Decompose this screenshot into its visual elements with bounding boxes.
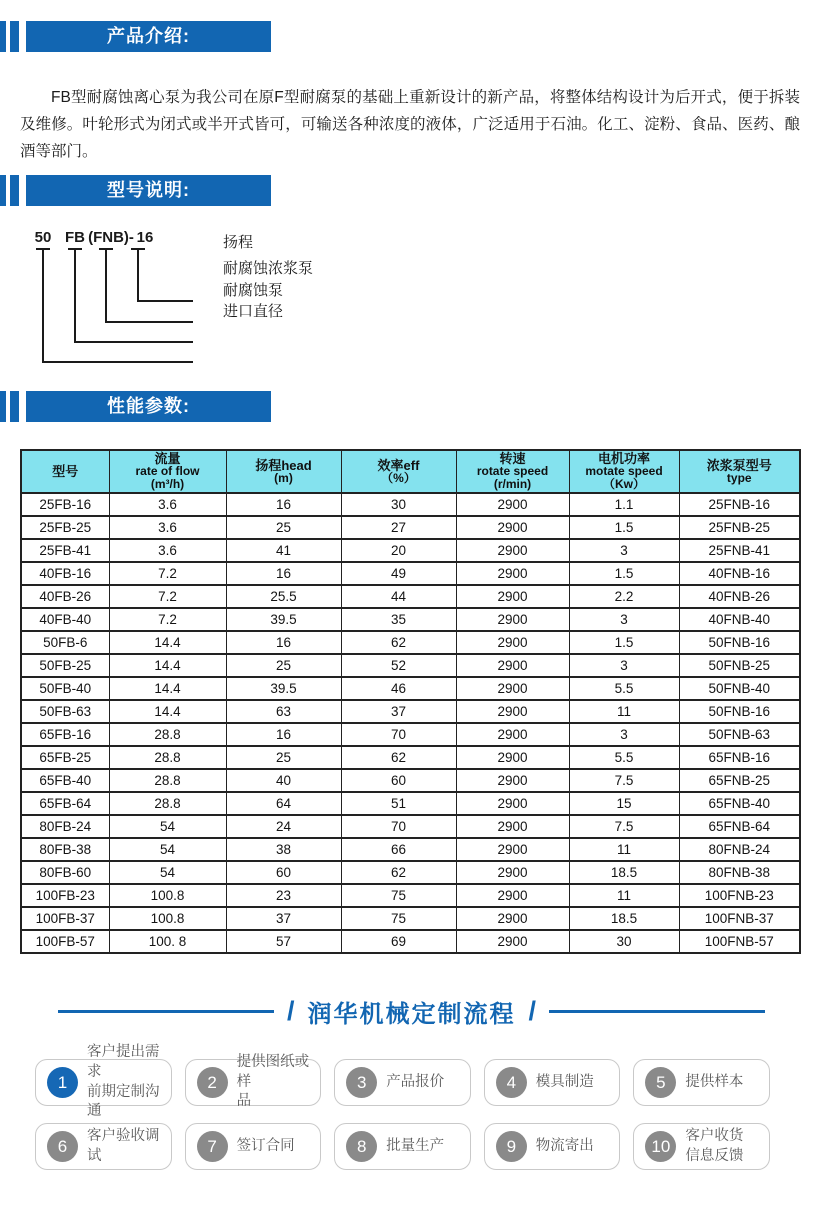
step-label: 客户验收调试 (87, 1127, 160, 1164)
table-cell: 80FNB-24 (679, 838, 800, 861)
col-header-2: 流量 rate of flow (m³/h) (109, 450, 226, 493)
table-cell: 70 (341, 723, 456, 746)
table-cell: 1.5 (569, 516, 679, 539)
table-cell: 16 (226, 723, 341, 746)
accent-bar (10, 21, 19, 52)
section-header-model (0, 175, 820, 206)
table-cell: 2900 (456, 815, 569, 838)
process-steps (35, 1044, 770, 1170)
section-title-params: 性能参数: (26, 391, 271, 422)
section-title-intro: 产品介绍: (26, 21, 271, 52)
table-row (21, 677, 800, 700)
table-cell: 25 (226, 654, 341, 677)
table-cell: 65FB-64 (21, 792, 109, 815)
table-cell: 80FNB-38 (679, 861, 800, 884)
table-cell: 100.8 (109, 907, 226, 930)
divider-line (58, 1010, 274, 1013)
table-cell: 2900 (456, 838, 569, 861)
table-cell: 1.5 (569, 631, 679, 654)
table-cell: 14.4 (109, 677, 226, 700)
table-cell: 100FB-37 (21, 907, 109, 930)
accent-bar (10, 175, 19, 206)
table-cell: 50FNB-40 (679, 677, 800, 700)
table-cell: 25 (226, 516, 341, 539)
table-cell: 80FB-60 (21, 861, 109, 884)
table-cell: 66 (341, 838, 456, 861)
table-cell: 5.5 (569, 677, 679, 700)
table-row (21, 930, 800, 953)
table-cell: 65FB-16 (21, 723, 109, 746)
table-cell: 28.8 (109, 723, 226, 746)
table-cell: 25FB-16 (21, 493, 109, 516)
table-row (21, 861, 800, 884)
diagram-line-inlet (36, 249, 193, 362)
table-cell: 100FNB-37 (679, 907, 800, 930)
table-cell: 30 (569, 930, 679, 953)
model-code-part: 16 (136, 229, 154, 246)
table-cell: 62 (341, 861, 456, 884)
col-header-6: 电机功率 motate speed （Kw） (569, 450, 679, 493)
step-number-badge: 3 (346, 1067, 377, 1098)
col-header-7: 浓浆泵型号 type (679, 450, 800, 493)
table-cell: 2900 (456, 723, 569, 746)
table-cell: 51 (341, 792, 456, 815)
divider-line (549, 1010, 765, 1013)
table-cell: 40FNB-40 (679, 608, 800, 631)
table-cell: 63 (226, 700, 341, 723)
table-cell: 3 (569, 539, 679, 562)
table-cell: 40FB-26 (21, 585, 109, 608)
process-step-8 (334, 1123, 471, 1170)
table-cell: 3.6 (109, 493, 226, 516)
diagram-line-head (131, 249, 193, 301)
page (0, 21, 820, 1170)
table-cell: 2900 (456, 539, 569, 562)
table-cell: 100FB-23 (21, 884, 109, 907)
table-cell: 50FNB-63 (679, 723, 800, 746)
table-row (21, 493, 800, 516)
col-header-4: 效率eff （%） (341, 450, 456, 493)
table-cell: 2900 (456, 700, 569, 723)
table-cell: 50FNB-16 (679, 700, 800, 723)
table-cell: 100FB-57 (21, 930, 109, 953)
process-step-4 (484, 1059, 621, 1106)
col-header-3: 扬程head (m) (226, 450, 341, 493)
table-cell: 3 (569, 608, 679, 631)
table-cell: 70 (341, 815, 456, 838)
process-step-1 (35, 1044, 172, 1120)
table-cell: 25FB-41 (21, 539, 109, 562)
table-cell: 14.4 (109, 654, 226, 677)
table-row (21, 723, 800, 746)
table-cell: 54 (109, 838, 226, 861)
table-cell: 37 (226, 907, 341, 930)
step-number-badge: 2 (197, 1067, 228, 1098)
table-cell: 1.5 (569, 562, 679, 585)
table-row (21, 769, 800, 792)
table-cell: 1.1 (569, 493, 679, 516)
table-cell: 60 (226, 861, 341, 884)
table-cell: 7.2 (109, 562, 226, 585)
step-number-badge: 7 (197, 1131, 228, 1162)
table-cell: 2900 (456, 677, 569, 700)
table-cell: 25FNB-41 (679, 539, 800, 562)
step-number-badge: 10 (645, 1131, 676, 1162)
table-cell: 25 (226, 746, 341, 769)
table-cell: 69 (341, 930, 456, 953)
intro-paragraph: FB型耐腐蚀离心泵为我公司在原F型耐腐泵的基础上重新设计的新产品，将整体结构设计为后开式，便于拆装及维修。叶轮形式为闭式或半开式皆可，可输送各种浓度的液体，广泛适用于石油。化工、淀粉、食品、医药、酿酒等部门。 (20, 89, 800, 160)
step-label: 产品报价 (386, 1073, 445, 1090)
table-cell: 2900 (456, 516, 569, 539)
table-cell: 100FNB-23 (679, 884, 800, 907)
table-cell: 2900 (456, 493, 569, 516)
table-cell: 100FNB-57 (679, 930, 800, 953)
table-cell: 64 (226, 792, 341, 815)
step-number-badge: 1 (47, 1067, 78, 1098)
step-number-badge: 6 (47, 1131, 78, 1162)
table-cell: 30 (341, 493, 456, 516)
step-label: 提供样本 (685, 1073, 744, 1090)
table-cell: 54 (109, 861, 226, 884)
process-step-6 (35, 1123, 172, 1170)
table-cell: 7.2 (109, 585, 226, 608)
table-row (21, 884, 800, 907)
table-row (21, 907, 800, 930)
process-title-row (58, 994, 765, 1029)
model-code-part: (FNB)- (88, 229, 134, 246)
table-cell: 65FB-25 (21, 746, 109, 769)
process-step-7 (185, 1123, 322, 1170)
table-cell: 2900 (456, 654, 569, 677)
table-cell: 50FNB-25 (679, 654, 800, 677)
table-row (21, 539, 800, 562)
table-cell: 50FNB-16 (679, 631, 800, 654)
table-row (21, 654, 800, 677)
table-cell: 50FB-40 (21, 677, 109, 700)
table-cell: 40 (226, 769, 341, 792)
table-cell: 100. 8 (109, 930, 226, 953)
model-label-corrosion-pump: 耐腐蚀泵 (223, 282, 284, 299)
table-row (21, 700, 800, 723)
table-cell: 16 (226, 562, 341, 585)
table-cell: 41 (226, 539, 341, 562)
table-cell: 2900 (456, 769, 569, 792)
table-cell: 2900 (456, 585, 569, 608)
table-cell: 2900 (456, 631, 569, 654)
table-row (21, 631, 800, 654)
table-cell: 65FNB-16 (679, 746, 800, 769)
table-cell: 40FNB-26 (679, 585, 800, 608)
section-header-params (0, 391, 820, 422)
accent-bar (10, 391, 19, 422)
table-row (21, 585, 800, 608)
table-row (21, 608, 800, 631)
table-cell: 7.5 (569, 769, 679, 792)
process-step-2 (185, 1054, 322, 1110)
slash-decoration: / (286, 996, 295, 1026)
table-cell: 20 (341, 539, 456, 562)
table-cell: 50FB-6 (21, 631, 109, 654)
table-cell: 3 (569, 654, 679, 677)
table-cell: 28.8 (109, 792, 226, 815)
table-cell: 65FNB-40 (679, 792, 800, 815)
table-cell: 14.4 (109, 631, 226, 654)
table-cell: 27 (341, 516, 456, 539)
step-number-badge: 8 (346, 1131, 377, 1162)
table-cell: 65FNB-25 (679, 769, 800, 792)
table-cell: 3.6 (109, 516, 226, 539)
model-label-slurry-pump: 耐腐蚀浓浆泵 (223, 260, 314, 277)
table-cell: 5.5 (569, 746, 679, 769)
table-cell: 24 (226, 815, 341, 838)
table-cell: 3.6 (109, 539, 226, 562)
table-row (21, 838, 800, 861)
table-cell: 62 (341, 746, 456, 769)
table-cell: 52 (341, 654, 456, 677)
table-cell: 25FNB-16 (679, 493, 800, 516)
table-cell: 11 (569, 838, 679, 861)
table-cell: 40FNB-16 (679, 562, 800, 585)
section-title-model: 型号说明: (26, 175, 271, 206)
table-cell: 57 (226, 930, 341, 953)
table-cell: 16 (226, 631, 341, 654)
process-step-9 (484, 1123, 621, 1170)
table-cell: 75 (341, 884, 456, 907)
process-step-3 (334, 1059, 471, 1106)
slash-decoration: / (528, 996, 537, 1026)
section-header-intro (0, 21, 820, 52)
table-cell: 18.5 (569, 907, 679, 930)
table-row (21, 815, 800, 838)
table-cell: 37 (341, 700, 456, 723)
table-row (21, 792, 800, 815)
model-code-diagram (18, 226, 538, 386)
table-cell: 80FB-38 (21, 838, 109, 861)
table-cell: 80FB-24 (21, 815, 109, 838)
diagram-line-fb (68, 249, 193, 342)
performance-table (20, 449, 801, 954)
table-cell: 16 (226, 493, 341, 516)
step-label: 客户收货 信息反馈 (685, 1127, 744, 1164)
col-header-1: 型号 (21, 450, 109, 493)
step-label: 签订合同 (236, 1137, 295, 1154)
table-cell: 50FB-25 (21, 654, 109, 677)
table-header (21, 450, 800, 493)
table-cell: 2900 (456, 746, 569, 769)
process-title: 润华机械定制流程 (307, 1001, 516, 1028)
table-cell: 7.5 (569, 815, 679, 838)
table-cell: 65FB-40 (21, 769, 109, 792)
model-label-head: 扬程 (223, 234, 254, 251)
model-label-inlet-diameter: 进口直径 (223, 303, 284, 320)
table-cell: 2900 (456, 861, 569, 884)
step-label: 模具制造 (535, 1073, 594, 1090)
table-cell: 2900 (456, 608, 569, 631)
table-cell: 2900 (456, 562, 569, 585)
table-cell: 54 (109, 815, 226, 838)
col-header-5: 转速 rotate speed (r/min) (456, 450, 569, 493)
table-cell: 62 (341, 631, 456, 654)
table-cell: 25.5 (226, 585, 341, 608)
table-cell: 2900 (456, 884, 569, 907)
model-code-part: FB (65, 229, 85, 246)
table-cell: 40FB-40 (21, 608, 109, 631)
diagram-line-fnb (99, 249, 193, 322)
table-cell: 2.2 (569, 585, 679, 608)
table-cell: 50FB-63 (21, 700, 109, 723)
table-cell: 75 (341, 907, 456, 930)
table-cell: 39.5 (226, 677, 341, 700)
table-cell: 100.8 (109, 884, 226, 907)
step-number-badge: 5 (645, 1067, 676, 1098)
table-cell: 11 (569, 700, 679, 723)
table-cell: 46 (341, 677, 456, 700)
table-row (21, 746, 800, 769)
step-label: 批量生产 (386, 1137, 445, 1154)
step-number-badge: 4 (496, 1067, 527, 1098)
table-cell: 28.8 (109, 746, 226, 769)
table-cell: 60 (341, 769, 456, 792)
step-label: 提供图纸或样 品 (236, 1054, 310, 1110)
table-cell: 35 (341, 608, 456, 631)
table-cell: 2900 (456, 792, 569, 815)
table-cell: 2900 (456, 907, 569, 930)
process-step-5 (633, 1059, 770, 1106)
table-cell: 38 (226, 838, 341, 861)
table-cell: 7.2 (109, 608, 226, 631)
table-cell: 25FNB-25 (679, 516, 800, 539)
table-cell: 14.4 (109, 700, 226, 723)
table-row (21, 516, 800, 539)
table-cell: 15 (569, 792, 679, 815)
table-cell: 2900 (456, 930, 569, 953)
table-cell: 40FB-16 (21, 562, 109, 585)
table-cell: 28.8 (109, 769, 226, 792)
table-cell: 18.5 (569, 861, 679, 884)
model-code-part: 50 (34, 229, 52, 246)
table-cell: 23 (226, 884, 341, 907)
process-step-10 (633, 1123, 770, 1170)
table-cell: 39.5 (226, 608, 341, 631)
table-cell: 49 (341, 562, 456, 585)
table-row (21, 562, 800, 585)
table-cell: 25FB-25 (21, 516, 109, 539)
step-label: 物流寄出 (535, 1137, 594, 1154)
step-label: 客户提出需求 前期定制沟通 (87, 1044, 160, 1120)
table-cell: 3 (569, 723, 679, 746)
step-number-badge: 9 (496, 1131, 527, 1162)
table-cell: 11 (569, 884, 679, 907)
table-cell: 65FNB-64 (679, 815, 800, 838)
table-cell: 44 (341, 585, 456, 608)
